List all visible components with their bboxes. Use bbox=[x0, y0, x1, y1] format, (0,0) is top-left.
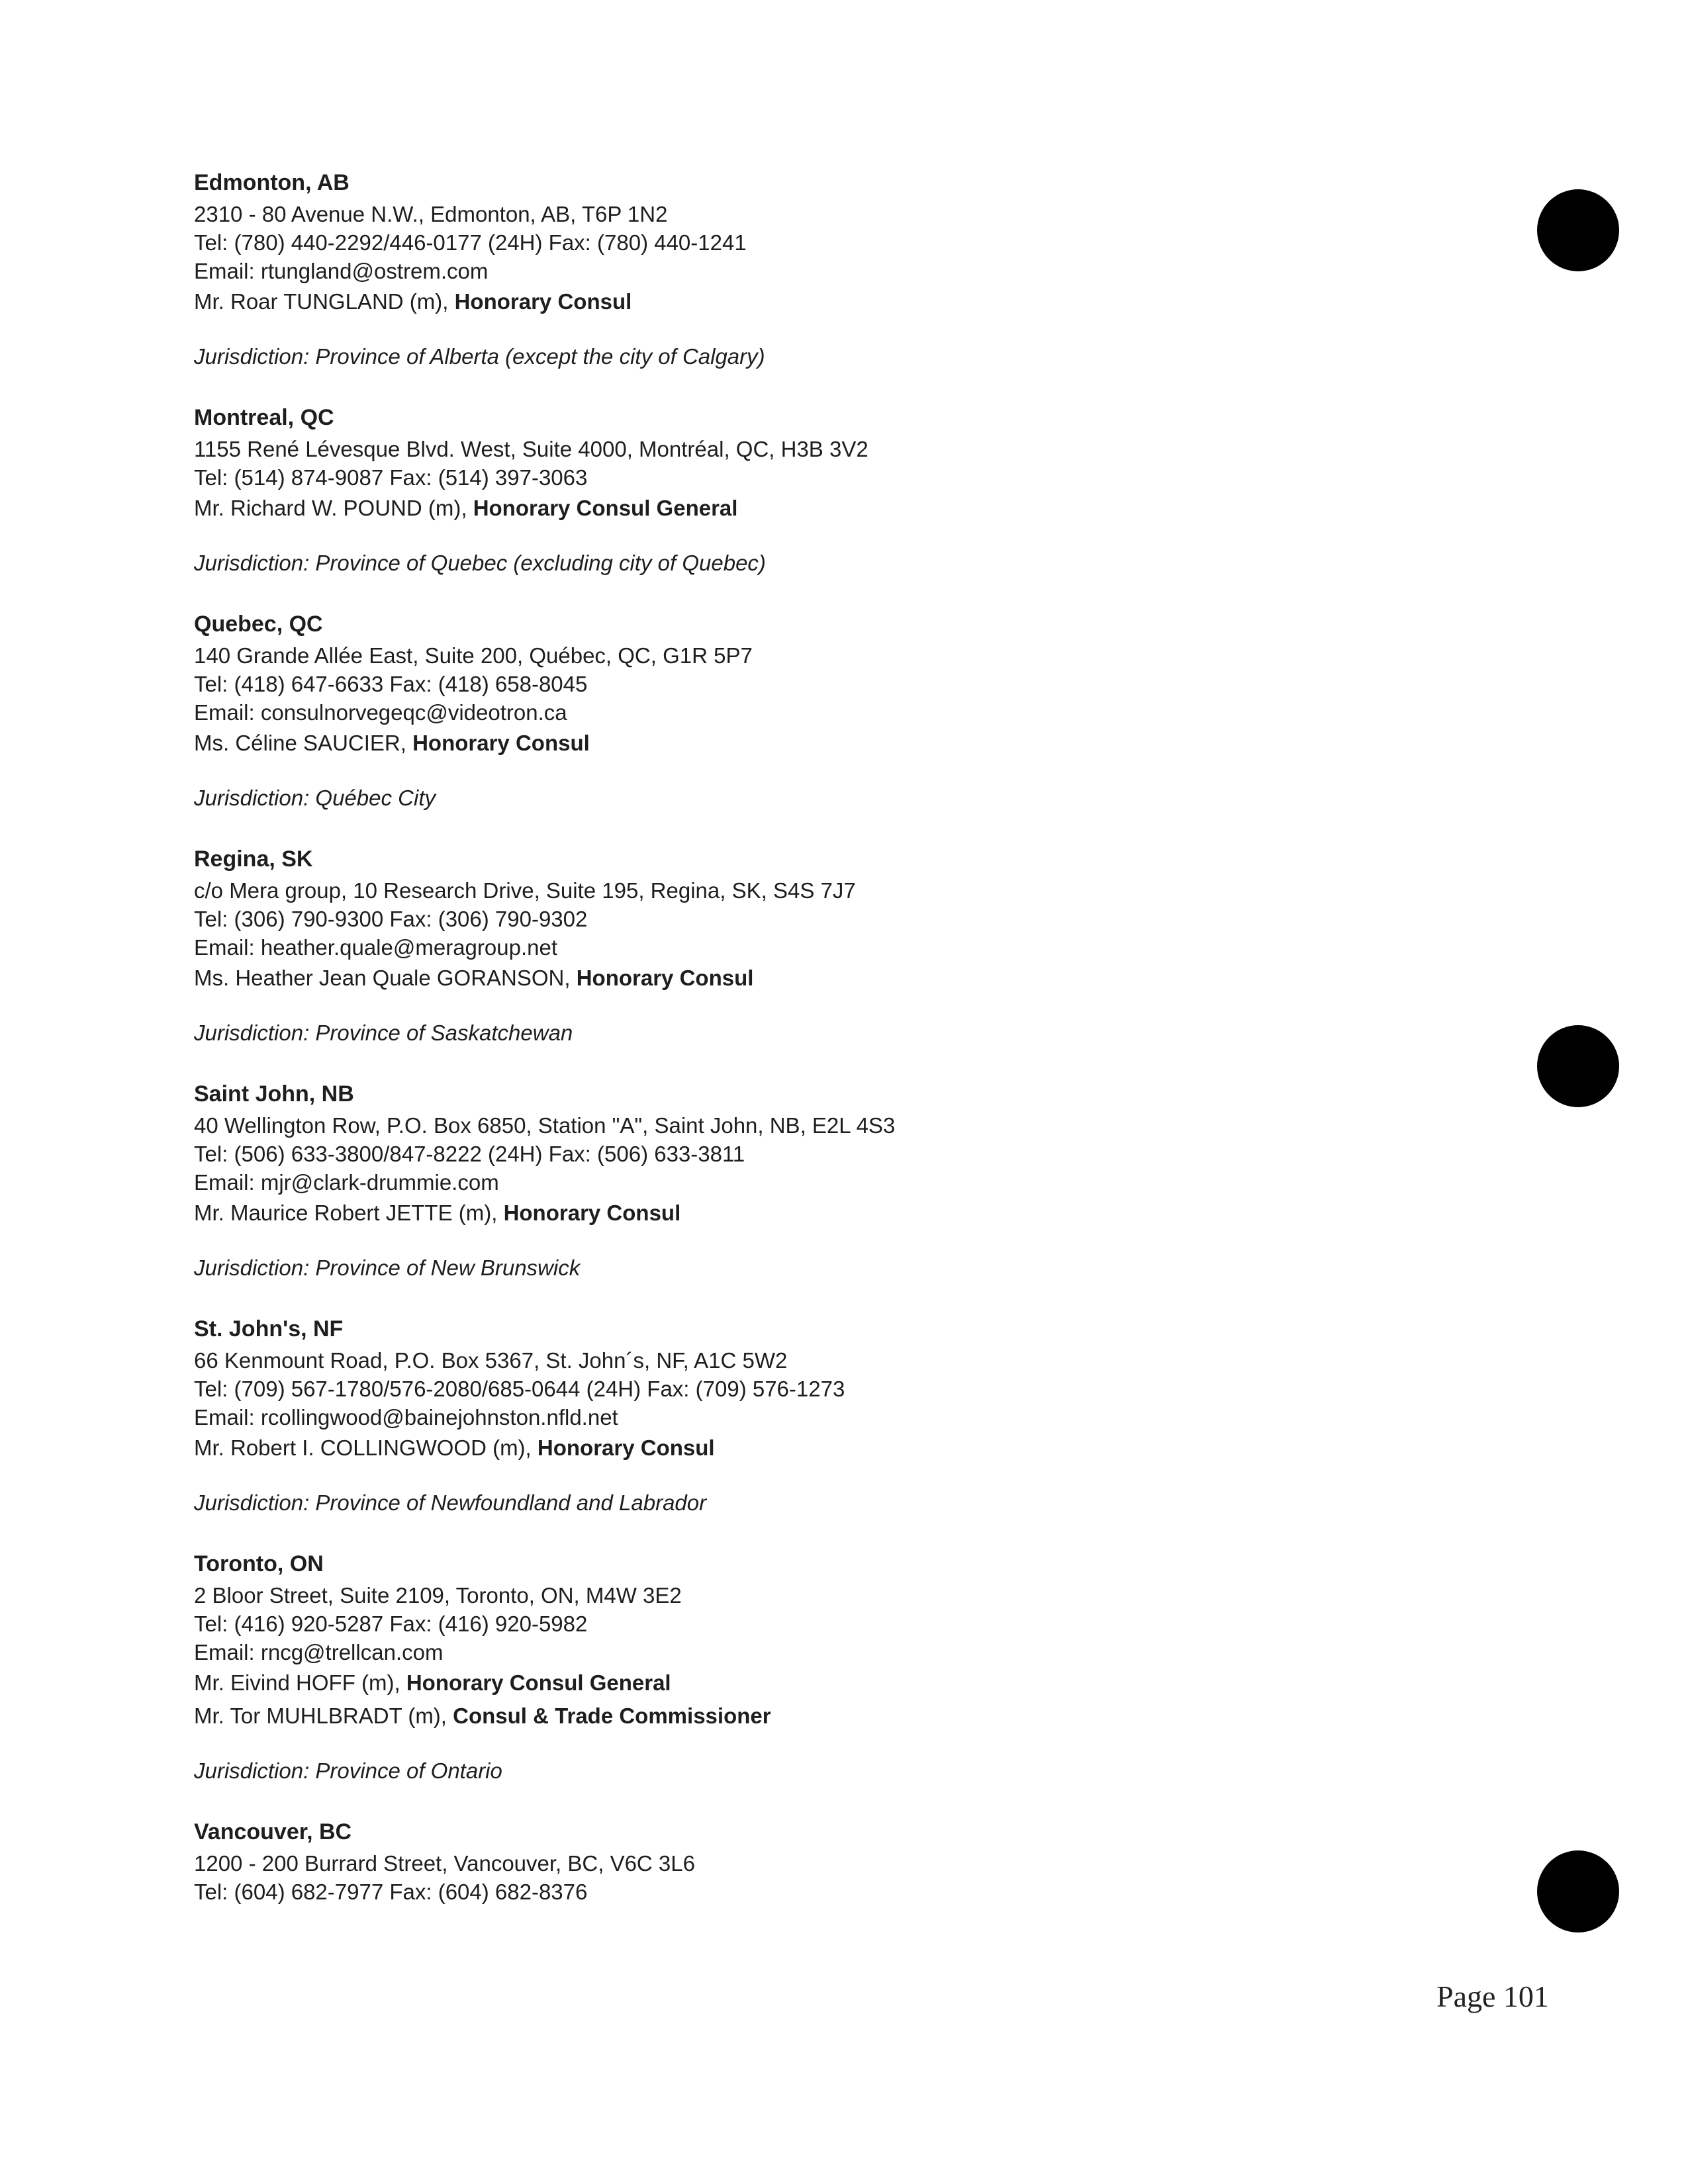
consulate-entry bbox=[194, 1819, 1452, 1906]
consul-line bbox=[194, 727, 1452, 760]
consulate-entry bbox=[194, 1316, 1452, 1516]
jurisdiction-line: Jurisdiction: Province of Ontario bbox=[194, 1758, 502, 1783]
consul-title: Honorary Consul bbox=[412, 731, 590, 755]
city-heading: Toronto, ON bbox=[194, 1551, 324, 1576]
email-line: Email: heather.quale@meragroup.net bbox=[194, 935, 557, 960]
address-line: 66 Kenmount Road, P.O. Box 5367, St. John´s, NF, A1C 5W2 bbox=[194, 1348, 788, 1373]
consulate-entry bbox=[194, 1551, 1452, 1784]
consul-name: Mr. Richard W. POUND (m), bbox=[194, 496, 473, 520]
city-heading: Vancouver, BC bbox=[194, 1819, 352, 1844]
email-line: Email: rcollingwood@bainejohnston.nfld.net bbox=[194, 1405, 618, 1430]
consul-title: Consul & Trade Commissioner bbox=[453, 1704, 771, 1728]
email-line: Email: consulnorvegeqc@videotron.ca bbox=[194, 700, 567, 725]
jurisdiction-line: Jurisdiction: Province of New Brunswick bbox=[194, 1255, 581, 1280]
consul-title: Honorary Consul bbox=[454, 289, 632, 314]
page-number: Page 101 bbox=[1436, 1979, 1549, 2013]
consul-title: Honorary Consul General bbox=[406, 1670, 671, 1695]
consulate-entry bbox=[194, 169, 1452, 370]
jurisdiction-line: Jurisdiction: Province of Saskatchewan bbox=[194, 1021, 573, 1045]
address-line: 140 Grande Allée East, Suite 200, Québec, QC, G1R 5P7 bbox=[194, 643, 753, 668]
email-line: Email: rncg@trellcan.com bbox=[194, 1640, 444, 1664]
jurisdiction-line: Jurisdiction: Province of Newfoundland and Labrador bbox=[194, 1490, 707, 1515]
email-line: Email: rtungland@ostrem.com bbox=[194, 259, 489, 283]
address-line: 2 Bloor Street, Suite 2109, Toronto, ON, M4W 3E2 bbox=[194, 1583, 682, 1608]
consul-title: Honorary Consul bbox=[537, 1435, 715, 1460]
consulate-entry bbox=[194, 404, 1452, 576]
consul-line bbox=[194, 492, 1452, 525]
consul-line bbox=[194, 1432, 1452, 1465]
phone-line: Tel: (604) 682-7977 Fax: (604) 682-8376 bbox=[194, 1880, 588, 1904]
city-heading: Saint John, NB bbox=[194, 1081, 354, 1107]
consul-title: Honorary Consul bbox=[576, 966, 754, 990]
consulate-entry bbox=[194, 1081, 1452, 1281]
jurisdiction-line: Jurisdiction: Province of Alberta (except the city of Calgary) bbox=[194, 344, 765, 369]
email-line: Email: mjr@clark-drummie.com bbox=[194, 1170, 499, 1195]
jurisdiction-line: Jurisdiction: Province of Quebec (excluding city of Quebec) bbox=[194, 551, 766, 575]
consul-line bbox=[194, 285, 1452, 318]
consul-name: Mr. Robert I. COLLINGWOOD (m), bbox=[194, 1435, 538, 1460]
consul-name: Mr. Maurice Robert JETTE (m), bbox=[194, 1201, 504, 1225]
consul-line bbox=[194, 1666, 1452, 1700]
phone-line: Tel: (416) 920-5287 Fax: (416) 920-5982 bbox=[194, 1612, 588, 1636]
consul-title: Honorary Consul bbox=[503, 1201, 681, 1225]
city-heading: Edmonton, AB bbox=[194, 170, 350, 195]
phone-line: Tel: (306) 790-9300 Fax: (306) 790-9302 bbox=[194, 907, 588, 931]
phone-line: Tel: (780) 440-2292/446-0177 (24H) Fax: (780) 440-1241 bbox=[194, 230, 747, 255]
address-line: 1155 René Lévesque Blvd. West, Suite 4000, Montréal, QC, H3B 3V2 bbox=[194, 437, 868, 461]
consulate-entry bbox=[194, 846, 1452, 1046]
consul-line bbox=[194, 1700, 1452, 1733]
consul-name: Mr. Tor MUHLBRADT (m), bbox=[194, 1704, 453, 1728]
city-heading: Regina, SK bbox=[194, 846, 313, 872]
phone-line: Tel: (418) 647-6633 Fax: (418) 658-8045 bbox=[194, 672, 588, 696]
phone-line: Tel: (506) 633-3800/847-8222 (24H) Fax: (506) 633-3811 bbox=[194, 1142, 745, 1166]
jurisdiction-line: Jurisdiction: Québec City bbox=[194, 786, 436, 810]
city-heading: Quebec, QC bbox=[194, 612, 323, 637]
city-heading: St. John's, NF bbox=[194, 1316, 344, 1342]
address-line: c/o Mera group, 10 Research Drive, Suite 195, Regina, SK, S4S 7J7 bbox=[194, 878, 856, 903]
phone-line: Tel: (709) 567-1780/576-2080/685-0644 (24H) Fax: (709) 576-1273 bbox=[194, 1377, 845, 1401]
consulate-listing bbox=[194, 169, 1452, 1906]
consulate-entry bbox=[194, 611, 1452, 811]
consul-line bbox=[194, 962, 1452, 995]
consul-name: Ms. Heather Jean Quale GORANSON, bbox=[194, 966, 577, 990]
consul-name: Ms. Céline SAUCIER, bbox=[194, 731, 413, 755]
consul-name: Mr. Roar TUNGLAND (m), bbox=[194, 289, 455, 314]
binder-hole bbox=[1537, 189, 1619, 271]
phone-line: Tel: (514) 874-9087 Fax: (514) 397-3063 bbox=[194, 465, 588, 490]
consul-name: Mr. Eivind HOFF (m), bbox=[194, 1670, 406, 1695]
address-line: 1200 - 200 Burrard Street, Vancouver, BC, V6C 3L6 bbox=[194, 1851, 695, 1876]
address-line: 2310 - 80 Avenue N.W., Edmonton, AB, T6P 1N2 bbox=[194, 202, 668, 226]
city-heading: Montreal, QC bbox=[194, 405, 334, 430]
address-line: 40 Wellington Row, P.O. Box 6850, Station "A", Saint John, NB, E2L 4S3 bbox=[194, 1113, 896, 1138]
consul-line bbox=[194, 1197, 1452, 1230]
binder-hole bbox=[1537, 1850, 1619, 1933]
binder-hole bbox=[1537, 1025, 1619, 1107]
consul-title: Honorary Consul General bbox=[473, 496, 738, 520]
